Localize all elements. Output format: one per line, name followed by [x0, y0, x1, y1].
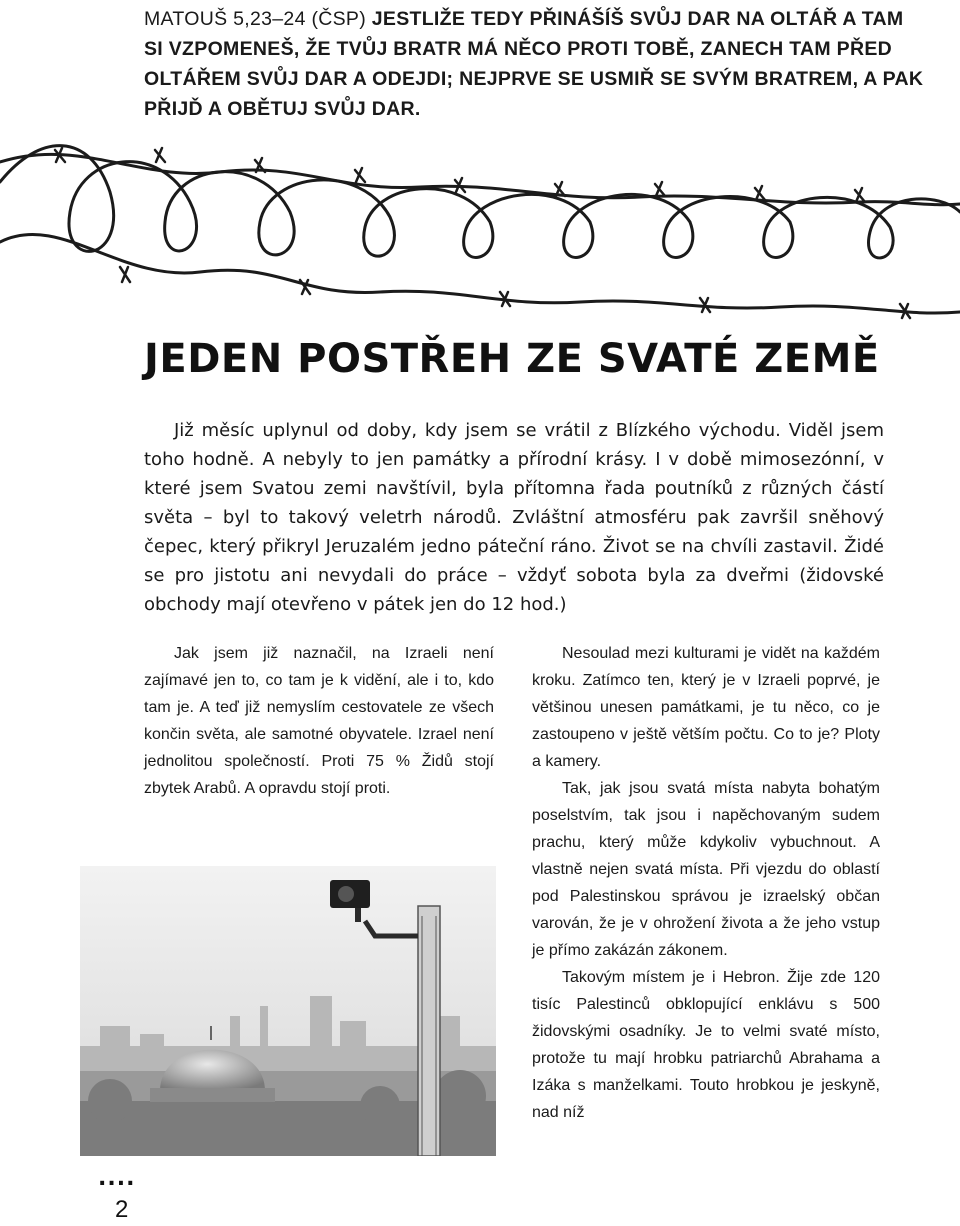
right-paragraph-2: Tak, jak jsou svatá místa nabyta bohatým poselstvím, tak jsou i napěchovaným sudem prachu, který může kdykoliv vybuchnout. A vlastně nejen svatá místa. Při vjezdu do oblastí pod Palestinskou správou je izraelský občan varován, že je v ohrožení života a že jeho vstup je přímo zakázán zákonem. — [532, 780, 880, 959]
quote-text: JESTLIŽE TEDY PŘINÁŠÍŠ SVŮJ DAR NA OLTÁŘ A TAM SI VZPOMENEŠ, ŽE TVŮJ BRATR MÁ NĚCO PROTI TOBĚ, ZANECH TAM PŘED OLTÁŘEM SVŮJ DAR A ODEJDI; NEJPRVE SE USMIŘ SE SVÝM BRATREM, A PAK PŘIJĎ A OBĚTUJ SVŮJ DAR. — [144, 8, 924, 120]
barbed-wire-image — [0, 122, 960, 332]
article-title: JEDEN POSTŘEH ZE SVATÉ ZEMĚ — [144, 336, 880, 382]
article-intro: Již měsíc uplynul od doby, kdy jsem se vrátil z Blízkého východu. Viděl jsem toho hodně. A nebyly to jen památky a přírodní krásy. I v době mimosezónní, v které jsem Svatou zemi navštívil, byla přítomna řada poutníků z různých částí světa – byl to takový veletrh národů. Zvláštní atmosféru pak završil sněhový čepec, který přikryl Jeruzalém jedno páteční ráno. Život se na chvíli zastavil. Židé se pro jistotu ani nevydali do práce – vždyť sobota byla za dveřmi (židovské obchody mají otevřeno v pátek jen do 12 hod.) — [144, 420, 884, 615]
bible-quote — [144, 4, 924, 124]
right-column — [532, 640, 880, 1126]
right-paragraph-3: Takovým místem je i Hebron. Žije zde 120 tisíc Palestinců obklopující enklávu s 500 židovskými osadníky. Je to velmi svaté místo, protože tu mají hrobku patriarchů Abrahama a Izáka s manželkami. Touto hrobkou je jeskyně, nad níž — [532, 969, 880, 1121]
left-column-text: Jak jsem již naznačil, na Izraeli není zajímavé jen to, co tam je k vidění, ale i to, kdo tam je. A teď již nemyslím cestovatele ze všech končin světa, ale samotné obyvatele. Izrael není jednolitou společností. Proti 75 % Židů stojí zbytek Arabů. A opravdu stojí proti. — [144, 645, 494, 797]
quote-reference: MATOUŠ 5,23–24 (ČSP) — [144, 8, 367, 30]
right-paragraph-1: Nesoulad mezi kulturami je vidět na každém kroku. Zatímco ten, který je v Izraeli poprvé, je většinou unesen památkami, je tu něco, co je zastoupeno v ještě větším počtu. Co to je? Ploty a kamery. — [532, 645, 880, 770]
page-dots: .... — [98, 1166, 136, 1191]
jerusalem-camera-photo — [80, 866, 496, 1156]
page-number: 2 — [115, 1196, 129, 1223]
